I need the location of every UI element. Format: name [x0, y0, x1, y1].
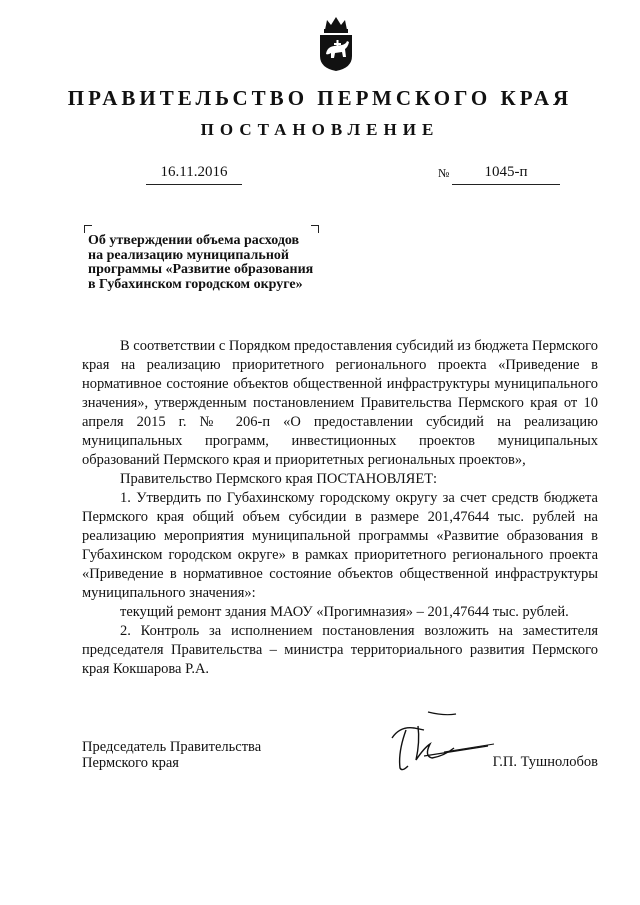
document-type: ПОСТАНОВЛЕНИЕ — [200, 120, 440, 139]
subject-corner-mark — [84, 225, 92, 233]
document-subject — [88, 234, 348, 292]
item-1-detail-paragraph: текущий ремонт здания МАОУ «Прогимназия» – 201,47644 тыс. рублей. — [120, 604, 569, 620]
document-body — [82, 337, 598, 679]
subject-line: Об утверждении объема расходов — [88, 233, 300, 248]
subject-line: программы «Развитие образования — [88, 262, 314, 277]
signatory-name: Г.П. Тушнолобов — [492, 754, 598, 770]
signatory-position-line: Пермского края — [82, 755, 179, 771]
item-2-paragraph: 2. Контроль за исполнением постановления возложить на заместителя председателя Правительства – министра территориального развития Пермского края Кокшарова Р.А. — [82, 623, 598, 677]
item-1-paragraph: 1. Утвердить по Губахинскому городскому округу за счет средств бюджета Пермского края общий объем субсидии в размере 201,47644 тыс. рублей на реализацию мероприятия муниципальной программы «Развитие образования в Губахинском городском округе» в рамках приоритетного регионального проекта «Приведение в нормативное состояние объектов общественной инфраструктуры муниципального значения»: — [82, 490, 598, 601]
document-number: 1045-п — [452, 164, 560, 185]
subject-corner-mark — [311, 225, 319, 233]
number-sign: № — [438, 166, 450, 180]
document-date: 16.11.2016 — [146, 164, 242, 185]
preamble-paragraph: В соответствии с Порядком предоставления субсидий из бюджета Пермского края на реализацию приоритетного регионального проекта «Приведение в нормативное состояние объектов общественной инфраструктуры муниципального значения», утвержденным постановлением Правительства Пермского края от 10 апреля 2015 г. № 206-п «О предоставлении субсидий на реализацию муниципальных программ, инвестиционных проектов муниципальных образований Пермского края и приоритетных региональных проектов», — [82, 338, 598, 468]
resolves-paragraph: Правительство Пермского края ПОСТАНОВЛЯЕТ: — [120, 471, 438, 487]
subject-line: в Губахинском городском округе» — [88, 276, 303, 292]
government-title: ПРАВИТЕЛЬСТВО ПЕРМСКОГО КРАЯ — [67, 86, 573, 110]
subject-line: на реализацию муниципальной — [88, 247, 289, 263]
coat-of-arms-icon — [315, 14, 357, 72]
signatory-position-line: Председатель Правительства — [82, 739, 262, 755]
signatory-position — [82, 739, 332, 771]
